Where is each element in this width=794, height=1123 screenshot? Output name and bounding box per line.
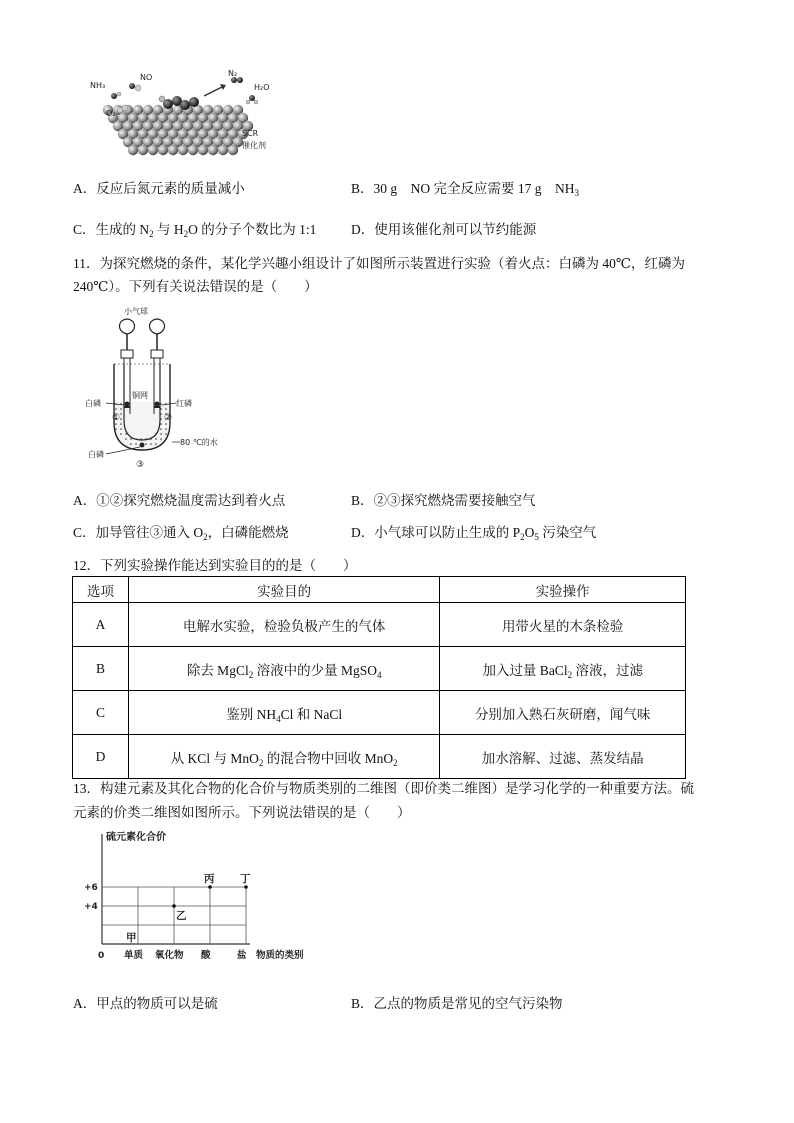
catalyst-ball [198, 145, 208, 155]
water-dot [160, 428, 162, 430]
water-dot [130, 443, 132, 445]
label-water: 80 ℃的水 [180, 438, 218, 447]
q11-option-c-part: ，白磷能燃烧 [207, 525, 289, 540]
q10-option-b[interactable] [351, 177, 579, 197]
q11-option-d-sub: 2 [520, 532, 525, 542]
catalyst-ball [208, 145, 218, 155]
water-dot [155, 438, 157, 440]
water-dot [150, 438, 152, 440]
table-header: 实验操作 [440, 577, 686, 603]
q11-option-d-part: D．小气球可以防止生成的 P [351, 525, 521, 540]
row-purpose [128, 691, 439, 735]
data-point-label: 乙 [176, 910, 187, 922]
catalyst-ball [228, 145, 238, 155]
table-row [73, 691, 686, 735]
water-dot [115, 408, 117, 410]
water-dot [165, 428, 167, 430]
water-dot [120, 428, 122, 430]
q10-option-c-sub: 2 [183, 229, 189, 239]
category-label: 单质 [124, 950, 144, 961]
water-dot [120, 423, 122, 425]
balloon-left-icon [120, 319, 135, 334]
category-label: 酸 [201, 950, 211, 961]
operation-sub: 2 [567, 669, 573, 680]
water-dot [125, 438, 127, 440]
catalyst-ball [148, 145, 158, 155]
purpose-part: 鉴别 NH [226, 706, 277, 722]
label-white-p-left: 白磷 [85, 399, 101, 408]
purpose-part: 除去 MgCl [186, 662, 249, 678]
water-dot [115, 428, 117, 430]
water-dot [155, 443, 157, 445]
label-h2o: H₂O [254, 83, 270, 92]
q11-option-d-part: O [524, 525, 535, 540]
chart-grid [102, 834, 250, 944]
water-dot [160, 408, 162, 410]
q10-option-d[interactable]: D．使用该催化剂可以节约能源 [351, 222, 537, 237]
y-axis-label: 硫元素化合价 [106, 832, 166, 843]
water-dot [160, 418, 162, 420]
u-tube-figure [84, 302, 234, 472]
purpose-sub: 4 [376, 669, 382, 680]
table-header-row [73, 577, 686, 603]
purpose-part: 溶液中的少量 MgSO [253, 662, 377, 678]
q12-stem: 12．下列实验操作能达到实验目的的是（ ） [73, 558, 357, 573]
q13-stem-line1: 13．构建元素及其化合物的化合价与物质类别的二维图（即价类二维图）是学习化学的一种重要方法。硫 [73, 781, 694, 796]
water-dot [120, 418, 122, 420]
data-point-label: 丁 [240, 873, 251, 885]
chart-labels [84, 830, 304, 961]
catalyst-ball [178, 145, 188, 155]
data-point-label: 甲 [126, 932, 137, 944]
table-row [73, 647, 686, 691]
label-catalyst: 催化剂 [242, 141, 266, 150]
data-point-丁 [244, 885, 248, 889]
water-dot [160, 413, 162, 415]
q11-option-c[interactable] [73, 521, 289, 541]
row-operation: 加水溶解、过滤、蒸发结晶 [440, 735, 686, 779]
row-option: B [73, 647, 129, 691]
label-scr: SCR [242, 129, 259, 138]
valence-category-chart [80, 828, 340, 978]
water-dot [120, 433, 122, 435]
water-dot [145, 443, 147, 445]
water-dot [165, 423, 167, 425]
row-operation [440, 647, 686, 691]
water-dot [135, 443, 137, 445]
q10-option-c-part: 与 H [153, 222, 184, 237]
water-dot [160, 423, 162, 425]
label-nh3: NH₃ [90, 81, 106, 90]
water-dot [155, 433, 157, 435]
row-operation: 分别加入熟石灰研磨，闻气味 [440, 691, 686, 735]
label-circle2: ② [164, 413, 173, 423]
q10-option-b-text: B．30 g NO 完全反应需要 17 g NH [351, 181, 575, 196]
water-dot [145, 438, 147, 440]
catalyst-ball [218, 145, 228, 155]
label-o2: O₂ [106, 109, 116, 118]
q11-option-d[interactable] [351, 521, 596, 541]
purpose-sub: 2 [248, 669, 254, 680]
water-dot [160, 403, 162, 405]
table-row [73, 603, 686, 647]
label-balloon: 小气球 [124, 307, 148, 316]
catalyst-ball [128, 145, 138, 155]
water-dot [160, 438, 162, 440]
row-option: A [73, 603, 129, 647]
scr-catalyst-figure [84, 66, 274, 162]
water-dot [120, 413, 122, 415]
water-dot [160, 433, 162, 435]
q13-option-b[interactable]: B．乙点的物质是常见的空气污染物 [351, 996, 563, 1011]
experiment-table [72, 576, 686, 779]
purpose-sub: 2 [258, 757, 264, 768]
data-point-丙 [208, 885, 212, 889]
water-dot [120, 408, 122, 410]
row-option: C [73, 691, 129, 735]
row-purpose [128, 735, 439, 779]
catalyst-surface [103, 105, 253, 155]
x-axis-label: 物质的类别 [256, 950, 304, 961]
row-purpose [128, 647, 439, 691]
water-dot [130, 438, 132, 440]
water-dot [150, 443, 152, 445]
q11-stem-line2: 240℃）。下列有关说法错误的是（ ） [73, 279, 318, 294]
purpose-sub: 2 [393, 757, 398, 768]
data-point-label: 丙 [204, 873, 215, 885]
label-red-p: 红磷 [176, 399, 192, 408]
y-tick-label: +4 [84, 902, 98, 912]
y-tick-label: +6 [84, 883, 98, 893]
water-dot [125, 433, 127, 435]
q11-option-a[interactable]: A．①②探究燃烧温度需达到着火点 [73, 493, 286, 508]
q11-option-d-sub: 5 [534, 532, 539, 542]
water-dot [165, 408, 167, 410]
q10-option-c-part: C．生成的 N [73, 222, 150, 237]
q10-option-c-part: O 的分子个数比为 1:1 [188, 222, 317, 237]
table-row [73, 735, 686, 779]
data-point-乙 [172, 904, 176, 908]
row-operation: 用带火星的木条检验 [440, 603, 686, 647]
catalyst-ball [168, 145, 178, 155]
q10-option-a[interactable]: A．反应后氮元素的质量减小 [73, 181, 245, 196]
q11-option-d-part: 污染空气 [538, 525, 597, 540]
origin-label: 0 [98, 951, 105, 961]
q10-option-c[interactable] [73, 218, 316, 238]
operation-part: 加入过量 BaCl [482, 662, 568, 678]
purpose-part: 的混合物中回收 MnO [263, 750, 394, 766]
water-dot [140, 438, 142, 440]
table-header: 选项 [73, 577, 129, 603]
category-label: 盐 [237, 950, 247, 961]
purpose-part: 从 KCl 与 MnO [170, 750, 259, 766]
water-dot [135, 438, 137, 440]
row-option: D [73, 735, 129, 779]
chart-points [126, 872, 251, 944]
purpose-sub: 4 [276, 713, 281, 724]
q10-option-c-sub: 2 [149, 229, 154, 239]
q11-stem-line1: 11．为探究燃烧的条件，某化学兴趣小组设计了如图所示装置进行实验（着火点：白磷为 40℃，红磷为 [73, 256, 685, 271]
label-mesh: 铜网 [132, 391, 148, 400]
q10-option-b-sub: 3 [574, 188, 580, 198]
purpose-part: Cl 和 NaCl [280, 706, 343, 722]
row-purpose: 电解水实验，检验负极产生的气体 [128, 603, 439, 647]
q11-option-b[interactable]: B．②③探究燃烧需要接触空气 [351, 493, 536, 508]
operation-part: 溶液，过滤 [572, 662, 643, 678]
catalyst-ball [138, 145, 148, 155]
label-circle3: ③ [136, 460, 145, 470]
label-no: NO [140, 73, 153, 82]
q11-option-c-part: C．加导管往③通入 O [73, 525, 204, 540]
label-n2: N₂ [228, 69, 238, 78]
balloon-right-icon [150, 319, 165, 334]
catalyst-ball [188, 145, 198, 155]
water-dot [165, 433, 167, 435]
category-label: 氧化物 [155, 950, 184, 961]
q13-stem-line2: 元素的价类二维图如图所示。下列说法错误的是（ ） [73, 805, 411, 820]
q13-option-a[interactable]: A．甲点的物质可以是硫 [73, 996, 218, 1011]
catalyst-ball [158, 145, 168, 155]
q11-option-c-sub: 2 [203, 532, 208, 542]
label-white-p-bottom: 白磷 [88, 450, 104, 459]
water-dot [115, 423, 117, 425]
label-circle1: ① [112, 413, 121, 423]
table-header: 实验目的 [128, 577, 439, 603]
